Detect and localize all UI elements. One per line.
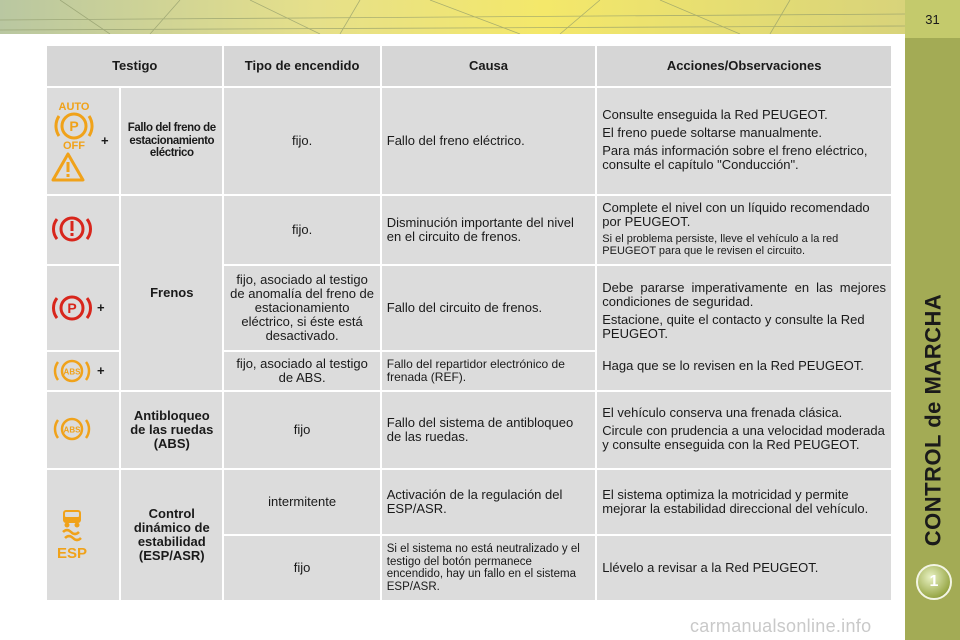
accion-text: Debe pararse imperativamente en las mejores condiciones de seguridad.	[602, 280, 886, 309]
causa-abs: Fallo del sistema de antibloqueo de las ruedas.	[382, 392, 596, 468]
testigo-icon-cell	[47, 352, 119, 390]
svg-text:P: P	[67, 300, 77, 316]
testigo-label-esp: Control dinámico de estabilidad (ESP/ASR)	[121, 470, 222, 600]
chapter-title-text: CONTROL de MARCHA	[920, 293, 945, 547]
causa-fallo-freno: Fallo del freno eléctrico.	[382, 88, 596, 194]
watermark: carmanualsonline.info	[690, 616, 872, 636]
header-acciones: Acciones/Observaciones	[597, 46, 891, 86]
acciones-frenos-2	[597, 266, 891, 390]
brake-warning-icon	[51, 212, 93, 246]
abs-label: ABS	[63, 425, 81, 434]
table-row	[47, 392, 891, 468]
causa-esp-2: Si el sistema no está neutralizado y el testigo del botón permanece encendido, hay un fallo en el sistema ESP/ASR.	[382, 536, 596, 600]
causa-frenos-1: Disminución importante del nivel en el circuito de frenos.	[382, 196, 596, 264]
acciones-fallo-freno	[597, 88, 891, 194]
causa-frenos-2: Fallo del circuito de frenos.	[382, 266, 596, 350]
acciones-esp-2: Llévelo a revisar a la Red PEUGEOT.	[597, 536, 891, 600]
svg-text:P: P	[69, 118, 79, 134]
testigo-icon-cell	[47, 266, 119, 350]
testigo-label-abs: Antibloqueo de las ruedas (ABS)	[121, 392, 222, 468]
parking-brake-icon	[51, 291, 93, 325]
testigo-label-fallo-freno: Fallo del freno de estacionamiento eléctrico	[121, 88, 222, 194]
accion-text: Estacione, quite el contacto y consulte la Red PEUGEOT.	[602, 312, 865, 341]
header-band	[0, 0, 905, 34]
page-number: 31	[905, 0, 960, 38]
testigo-icon-cell	[47, 196, 119, 264]
tipo-abs: fijo	[224, 392, 379, 468]
header-causa: Causa	[382, 46, 596, 86]
off-label: OFF	[63, 140, 85, 150]
accion-text: Complete el nivel con un líquido recomendado por PEUGEOT.	[602, 200, 870, 229]
accion-text: El vehículo conserva una frenada clásica.	[602, 405, 843, 420]
table-header-row	[47, 46, 891, 86]
plus-sign: +	[97, 300, 105, 315]
auto-parking-brake-icon	[51, 100, 97, 150]
testigo-label-frenos: Frenos	[121, 196, 222, 390]
esp-label: ESP	[56, 544, 88, 562]
tipo-frenos-1: fijo.	[224, 196, 379, 264]
tipo-esp-2: fijo	[224, 536, 379, 600]
acciones-abs	[597, 392, 891, 468]
acciones-frenos-1	[597, 196, 891, 264]
testigo-icon-cell	[47, 392, 119, 468]
header-tipo: Tipo de encendido	[224, 46, 379, 86]
abs-icon	[51, 414, 93, 444]
table-row	[47, 196, 891, 264]
table-row	[47, 470, 891, 534]
abs-label: ABS	[63, 367, 81, 377]
plus-sign: +	[97, 363, 105, 378]
tipo-frenos-3: fijo, asociado al testigo de ABS.	[224, 352, 379, 390]
table-row	[47, 88, 891, 194]
warning-triangle-icon	[51, 152, 85, 182]
auto-label: AUTO	[58, 101, 90, 113]
plus-sign: +	[101, 133, 109, 148]
tipo-fallo-freno: fijo.	[224, 88, 379, 194]
abs-icon	[51, 356, 93, 386]
chapter-title	[918, 290, 948, 550]
accion-text: Para más información sobre el freno eléctrico, consulte el capítulo "Conducción".	[602, 143, 868, 172]
accion-text: Circule con prudencia a una velocidad moderada y consulte enseguida con la Red PEUGEOT.	[602, 423, 885, 452]
accion-text: Consulte enseguida la Red PEUGEOT.	[602, 107, 828, 122]
accion-text: El freno puede soltarse manualmente.	[602, 125, 822, 140]
accion-text: Haga que se lo revisen en la Red PEUGEOT.	[602, 358, 864, 373]
tipo-esp-1: intermitente	[224, 470, 379, 534]
chapter-badge: 1	[916, 564, 952, 600]
accion-text: Si el problema persiste, lleve el vehículo a la red PEUGEOT para que le revisen el circuito.	[602, 233, 839, 257]
header-decoration	[0, 0, 905, 34]
header-testigo: Testigo	[47, 46, 222, 86]
warning-lights-table	[45, 44, 893, 602]
causa-esp-1: Activación de la regulación del ESP/ASR.	[382, 470, 596, 534]
testigo-icon-cell	[47, 470, 119, 600]
esp-icon	[51, 506, 93, 562]
acciones-esp-1: El sistema optimiza la motricidad y permite mejorar la estabilidad direccional del vehículo.	[597, 470, 891, 534]
testigo-icon-cell	[47, 88, 119, 194]
tipo-frenos-2: fijo, asociado al testigo de anomalía del freno de estacionamiento eléctrico, si éste está desactivado.	[224, 266, 379, 350]
causa-frenos-3: Fallo del repartidor electrónico de frenada (REF).	[382, 352, 596, 390]
